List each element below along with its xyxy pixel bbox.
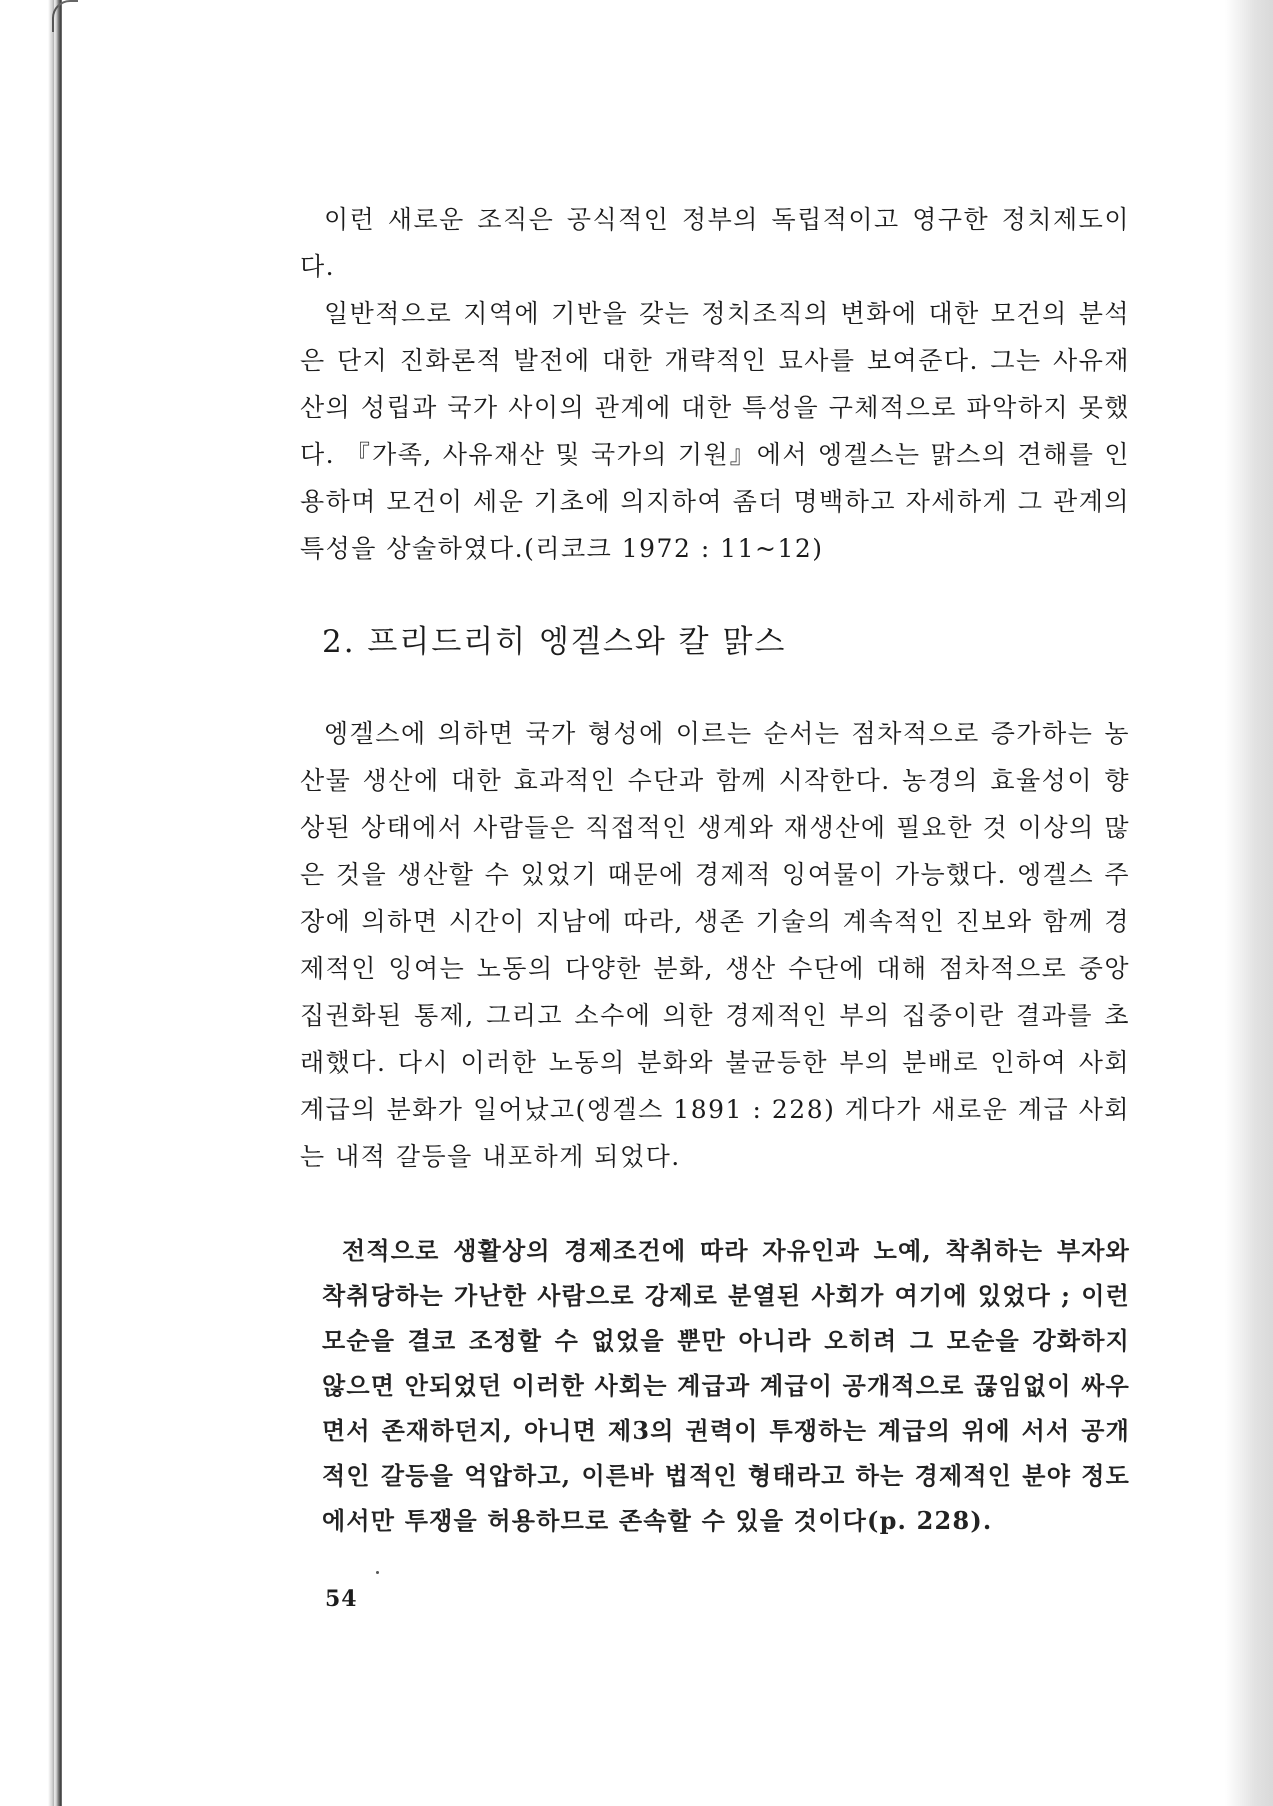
page-number: 54	[325, 1586, 358, 1612]
scan-spine-edge	[0, 0, 62, 1806]
paragraph-morgan-analysis: 일반적으로 지역에 기반을 갖는 정치조직의 변화에 대한 모건의 분석은 단지 진화론적 발전에 대한 개략적인 묘사를 보여준다. 그는 사유재산의 성립과 국가 사이의 관계에 대한 특성을 구체적으로 파악하지 못했다. 『가족, 사유재산 및 국가의 기원』에서 엥겔스는 맑스의 견해를 인용하며 모건이 세운 기초에 의지하여 좀더 명백하고 자세하게 그 관계의 특성을 상술하였다.(리코크 1972 : 11~12)	[300, 299, 1130, 563]
block-quote: 전적으로 생활상의 경제조건에 따라 자유인과 노예, 착취하는 부자와 착취당하는 가난한 사람으로 강제로 분열된 사회가 여기에 있었다 ; 이런 모순을 결코 조정할 수 없었을 뿐만 아니라 오히려 그 모순을 강화하지 않으면 안되었던 이러한 사회는 계급과 계급이 공개적으로 끊임없이 싸우면서 존재하던지, 아니면 제3의 권력이 투쟁하는 계급의 위에 서서 공개적인 갈등을 억압하고, 이른바 법적인 형태라고 하는 경제적인 분야 정도에서만 투쟁을 허용하므로 존속할 수 있을 것이다(p. 228).	[322, 1236, 1130, 1535]
scan-speck	[376, 1571, 379, 1574]
paragraph-engels-state-formation: 엥겔스에 의하면 국가 형성에 이르는 순서는 점차적으로 증가하는 농산물 생산에 대한 효과적인 수단과 함께 시작한다. 농경의 효율성이 향상된 상태에서 사람들은 직접적인 생계와 재생산에 필요한 것 이상의 많은 것을 생산할 수 있었기 때문에 경제적 잉여물이 가능했다. 엥겔스 주장에 의하면 시간이 지남에 따라, 생존 기술의 계속적인 진보와 함께 경제적인 잉여는 노동의 다양한 분화, 생산 수단에 대해 점차적으로 중앙집권화된 통제, 그리고 소수에 의한 경제적인 부의 집중이란 결과를 초래했다. 다시 이러한 노동의 분화와 불균등한 부의 분배로 인하여 사회 계급의 분화가 일어났고(엥겔스 1891 : 228) 게다가 새로운 계급 사회는 내적 갈등을 내포하게 되었다.	[300, 719, 1130, 1171]
scan-page-corner	[52, 0, 78, 32]
scan-right-shadow	[1225, 0, 1273, 1806]
paragraph-organization: 이런 새로운 조직은 공식적인 정부의 독립적이고 영구한 정치제도이다.	[300, 205, 1130, 281]
section-heading: 2. 프리드리히 엥겔스와 칼 맑스	[322, 624, 787, 660]
book-page	[300, 196, 1130, 1543]
